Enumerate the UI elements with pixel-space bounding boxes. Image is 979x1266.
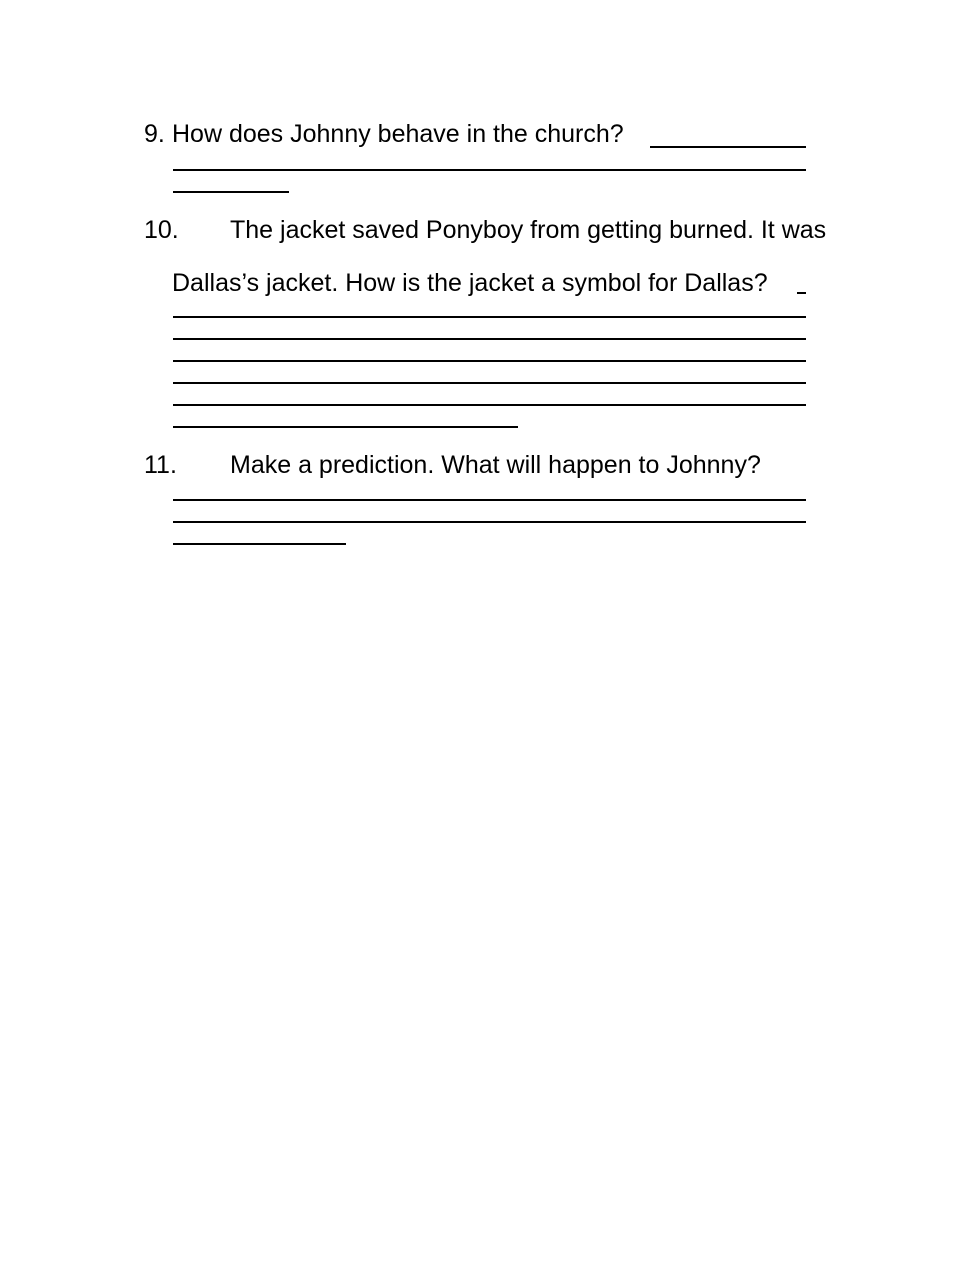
answer-line[interactable] bbox=[650, 146, 806, 148]
answer-line[interactable] bbox=[173, 360, 806, 362]
answer-line[interactable] bbox=[173, 191, 289, 193]
question-9-text: How does Johnny behave in the church? bbox=[172, 120, 624, 148]
answer-line[interactable] bbox=[173, 499, 806, 501]
question-9-number: 9. bbox=[144, 120, 165, 148]
answer-line[interactable] bbox=[173, 382, 806, 384]
answer-line[interactable] bbox=[173, 404, 806, 406]
answer-line[interactable] bbox=[173, 543, 346, 545]
answer-line[interactable] bbox=[173, 338, 806, 340]
answer-line[interactable] bbox=[173, 316, 806, 318]
question-10-text-line-2: Dallas’s jacket. How is the jacket a symbol for Dallas? bbox=[172, 269, 768, 297]
question-10-number: 10. bbox=[144, 216, 179, 244]
answer-line[interactable] bbox=[173, 521, 806, 523]
answer-line[interactable] bbox=[173, 169, 806, 171]
answer-line[interactable] bbox=[173, 426, 518, 428]
question-11-text: Make a prediction. What will happen to Johnny? bbox=[230, 451, 761, 479]
answer-line[interactable] bbox=[797, 292, 806, 294]
question-11-number: 11. bbox=[144, 451, 177, 479]
question-10-text-line-1: The jacket saved Ponyboy from getting burned. It was bbox=[230, 216, 827, 244]
